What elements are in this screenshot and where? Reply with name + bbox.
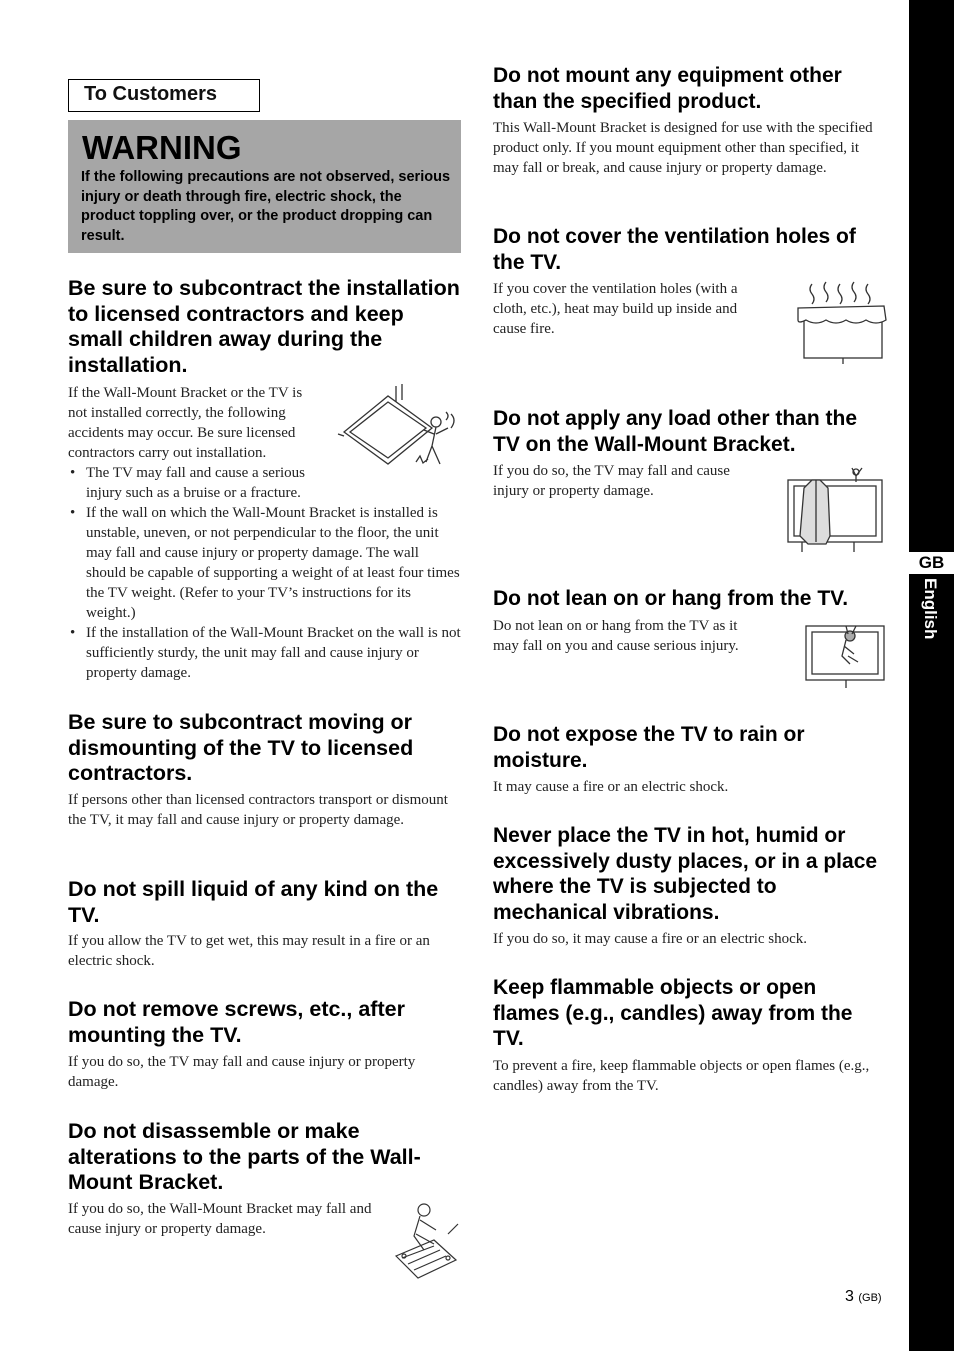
section-heading: Do not spill liquid of any kind on the TV. bbox=[68, 877, 439, 927]
disassembly-illustration bbox=[390, 1200, 464, 1284]
section-heading: Never place the TV in hot, humid or excessively dusty places, or in a place where the TV is subjected to mechanical vibrations. bbox=[493, 824, 878, 924]
language-sidebar bbox=[909, 0, 954, 1351]
section-heading: Do not mount any equipment other than the specified product. bbox=[493, 64, 842, 113]
section-heading: Do not cover the ventilation holes of the TV. bbox=[493, 225, 856, 274]
list-item: • If the wall on which the Wall-Mount Bracket is installed is unstable, uneven, or not perpendicular to the floor, the unit may fall and cause injury or property damage. The wall should be capable of supporting a weight of at least four times the TV weight. (Refer to your TV’s instructions for its weight.) bbox=[68, 503, 461, 623]
bullet-list bbox=[68, 463, 461, 683]
section-body: This Wall-Mount Bracket is designed for use with the specified product only. If you mount equipment other than specified, it may fall or break, and cause injury or property damage. bbox=[493, 120, 873, 176]
section-heading: Be sure to subcontract moving or dismounting of the TV to licensed contractors. bbox=[68, 710, 414, 785]
to-customers-heading: To Customers bbox=[68, 79, 260, 112]
section-body: If you allow the TV to get wet, this may result in a fire or an electric shock. bbox=[68, 933, 430, 969]
covered-tv-illustration bbox=[796, 280, 888, 366]
hanging-on-tv-illustration bbox=[800, 620, 888, 690]
section-heading: Do not lean on or hang from the TV. bbox=[493, 587, 849, 610]
section-body: Do not lean on or hang from the TV as it may fall on you and cause serious injury. bbox=[493, 618, 739, 654]
list-item: • The TV may fall and cause a serious injury such as a bruise or a fracture. bbox=[68, 463, 323, 503]
section-body: If you do so, the TV may fall and cause injury or property damage. bbox=[68, 1054, 416, 1090]
section-body: If you do so, the TV may fall and cause injury or property damage. bbox=[493, 463, 730, 499]
section-body: If the Wall-Mount Bracket or the TV is not installed correctly, the following accidents may occur. Be sure licensed contractors carry out installation. bbox=[68, 385, 303, 461]
section-heading: Keep flammable objects or open flames (e.g., candles) away from the TV. bbox=[493, 976, 853, 1050]
section-body: It may cause a fire or an electric shock. bbox=[493, 779, 729, 795]
warning-box bbox=[68, 120, 461, 253]
language-badge: GB bbox=[909, 552, 954, 574]
section-body: If you do so, it may cause a fire or an electric shock. bbox=[493, 931, 808, 947]
section-body: If you do so, the Wall-Mount Bracket may fall and cause injury or property damage. bbox=[68, 1201, 372, 1237]
language-label: English bbox=[921, 578, 940, 640]
section-heading: Do not remove screws, etc., after mounting the TV. bbox=[68, 997, 405, 1047]
page-number: 3 (GB) bbox=[845, 1288, 882, 1305]
section-heading: Do not disassemble or make alterations to the parts of the Wall-Mount Bracket. bbox=[68, 1119, 421, 1194]
section-body: To prevent a fire, keep flammable objects or open flames (e.g., candles) away from the TV. bbox=[493, 1058, 870, 1094]
load-on-tv-illustration bbox=[782, 464, 888, 554]
section-heading: Be sure to subcontract the installation to licensed contractors and keep small children away during the installation. bbox=[68, 276, 460, 377]
list-item: • If the installation of the Wall-Mount Bracket on the wall is not sufficiently sturdy, the unit may fall and cause injury or property damage. bbox=[68, 623, 461, 683]
warning-title: WARNING bbox=[82, 129, 242, 166]
section-heading: Do not apply any load other than the TV on the Wall-Mount Bracket. bbox=[493, 407, 858, 456]
section-heading: Do not expose the TV to rain or moisture. bbox=[493, 723, 805, 772]
section-body: If you cover the ventilation holes (with a cloth, etc.), heat may build up inside and cause fire. bbox=[493, 281, 738, 337]
warning-text: If the following precautions are not observed, serious injury or death through fire, electric shock, the product toppling over, or the product dropping can result. bbox=[81, 169, 451, 244]
section-body: If persons other than licensed contractors transport or dismount the TV, it may fall and cause injury or property damage. bbox=[68, 792, 448, 828]
